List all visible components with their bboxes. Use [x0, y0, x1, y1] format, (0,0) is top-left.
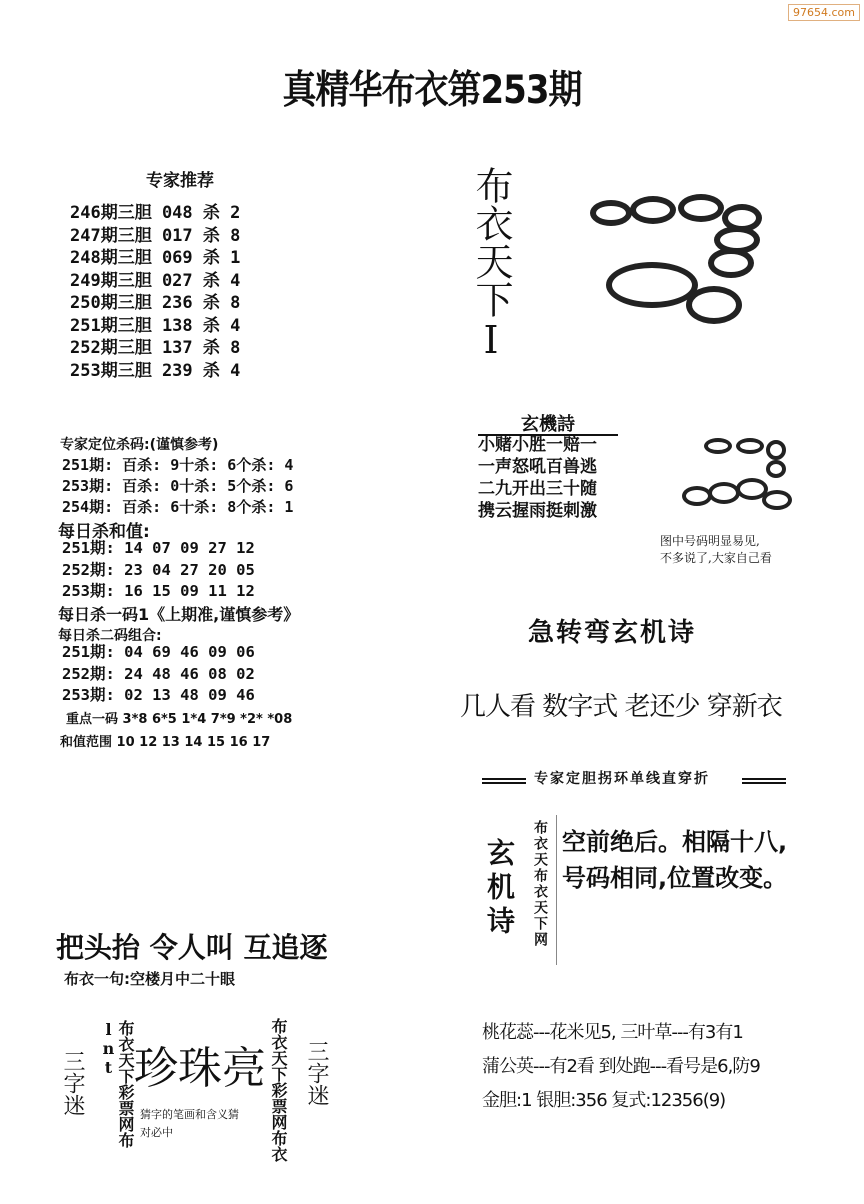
divider — [482, 778, 526, 780]
divider — [742, 778, 786, 780]
coin-icon — [766, 440, 786, 460]
turn-line: 几人看 数字式 老还少 穿新衣 — [460, 692, 782, 722]
xuanji-line-1: 空前绝后。相隔十八, — [562, 828, 788, 856]
site-watermark: 97654.com — [788, 4, 860, 21]
poem-heading: 玄機詩 — [521, 414, 575, 435]
divider — [742, 782, 786, 784]
expert-row: 249期三胆 027 杀 4 — [70, 270, 241, 291]
kill-row: 254期: 百杀: 6十杀: 8个杀: 1 — [62, 498, 294, 516]
coin-icon — [762, 490, 792, 510]
expert-heading: 专家推荐 — [146, 171, 214, 191]
riddle-left-label: 三字迷 — [60, 1050, 85, 1116]
coin-figure-1 — [590, 190, 780, 330]
riddle-main: 珍珠亮 — [134, 1043, 266, 1094]
coin-icon — [682, 486, 712, 506]
coin-icon — [630, 196, 676, 224]
coin-icon — [766, 460, 786, 478]
xuanji-divider — [556, 815, 557, 965]
expert-row: 252期三胆 137 杀 8 — [70, 338, 241, 358]
image-note-line: 不多说了,大家自己看 — [660, 551, 772, 565]
flower-line: 桃花蕊---花米见5, 三叶草---有3有1 — [482, 1022, 743, 1043]
expert-row: 250期三胆 236 杀 8 — [70, 293, 241, 313]
poem-heading-wrap — [478, 410, 618, 436]
image-note-line: 图中号码明显易见, — [660, 534, 760, 548]
daily-sum-heading: 每日杀和值: — [58, 522, 150, 542]
turn-title: 急转弯玄机诗 — [528, 618, 697, 648]
expert-row: 251期三胆 138 杀 4 — [70, 315, 241, 336]
coin-icon — [736, 438, 764, 454]
expert-row: 247期三胆 017 杀 8 — [70, 225, 241, 246]
coin-icon — [590, 200, 632, 226]
riddle-hint-1: 猜字的笔画和含义猜 — [140, 1108, 239, 1121]
key-code: 重点一码 3*8 6*5 1*4 7*9 *2* *08 — [66, 712, 293, 727]
flower-line: 蒲公英---有2看 到处跑---看号是6,防9 — [482, 1056, 760, 1077]
coin-icon — [606, 262, 698, 308]
poem-line: 一声怒吼百兽逃 — [478, 457, 597, 477]
image-note — [660, 533, 772, 567]
expert-row: 253期三胆 239 杀 4 — [70, 360, 241, 381]
expert-rows — [70, 202, 240, 382]
riddle-hint-2: 对必中 — [140, 1126, 173, 1139]
combo-row: 251期: 04 69 46 09 06 — [62, 643, 255, 661]
coin-icon — [686, 286, 742, 324]
poem-line: 小赌小胜一赔一 — [478, 435, 597, 455]
sum-row: 252期: 23 04 27 20 05 — [62, 560, 255, 579]
coin-icon — [708, 482, 740, 504]
brand-vertical: 布衣天下I — [469, 166, 513, 362]
expert-row: 246期三胆 048 杀 2 — [70, 203, 241, 223]
riddle-right-label: 三字迷 — [304, 1040, 329, 1106]
coin-icon — [704, 438, 732, 454]
coin-figure-2 — [682, 436, 812, 516]
single-line-heading: 专家定胆拐环单线直穿折 — [534, 771, 710, 787]
daily-two-rows — [62, 642, 255, 707]
position-kill-heading: 专家定位杀码:(谨慎参考) — [60, 437, 219, 453]
position-kill-rows — [62, 455, 293, 518]
sum-row: 251期: 14 07 09 27 12 — [62, 539, 255, 557]
xuanji-label: 玄机诗 — [483, 838, 516, 940]
poem-line: 二九开出三十随 — [478, 479, 597, 499]
coin-icon — [708, 248, 754, 278]
daily-sum-rows — [62, 538, 255, 603]
flower-riddles — [482, 1016, 760, 1118]
divider — [482, 782, 526, 784]
kill-row: 251期: 百杀: 9十杀: 6个杀: 4 — [62, 456, 294, 474]
riddle-right-brand: 布衣天下彩票网布衣 — [269, 1018, 288, 1162]
combo-row: 252期: 24 48 46 08 02 — [62, 664, 255, 683]
xuanji-line-2: 号码相同,位置改变。 — [562, 864, 788, 892]
combo-row: 253期: 02 13 48 09 46 — [62, 686, 255, 704]
sum-row: 253期: 16 15 09 11 12 — [62, 582, 255, 600]
riddle-left-brand: 布衣天下彩票网布lnt — [99, 1020, 135, 1148]
page-title: 真精华布衣第253期 — [282, 67, 582, 114]
sum-range: 和值范围 10 12 13 14 15 16 17 — [60, 735, 271, 750]
flower-line: 金胆:1 银胆:356 复式:12356(9) — [482, 1090, 726, 1111]
xuanji-side-brand: 布衣天布衣天下网 — [532, 820, 548, 948]
poem-lines — [478, 434, 597, 522]
daily-two-heading: 每日杀二码组合: — [58, 628, 162, 644]
one-sentence: 布衣一句:空楼月中二十眼 — [64, 970, 235, 988]
head-riddle: 把头抬 令人叫 互追逐 — [56, 931, 328, 964]
kill-row: 253期: 百杀: 0十杀: 5个杀: 6 — [62, 477, 294, 495]
expert-row: 248期三胆 069 杀 1 — [70, 248, 241, 268]
coin-icon — [678, 194, 724, 222]
daily-one-code: 每日杀一码1《上期准,谨慎参考》 — [58, 605, 300, 624]
poem-line: 携云握雨挺刺激 — [478, 501, 597, 521]
